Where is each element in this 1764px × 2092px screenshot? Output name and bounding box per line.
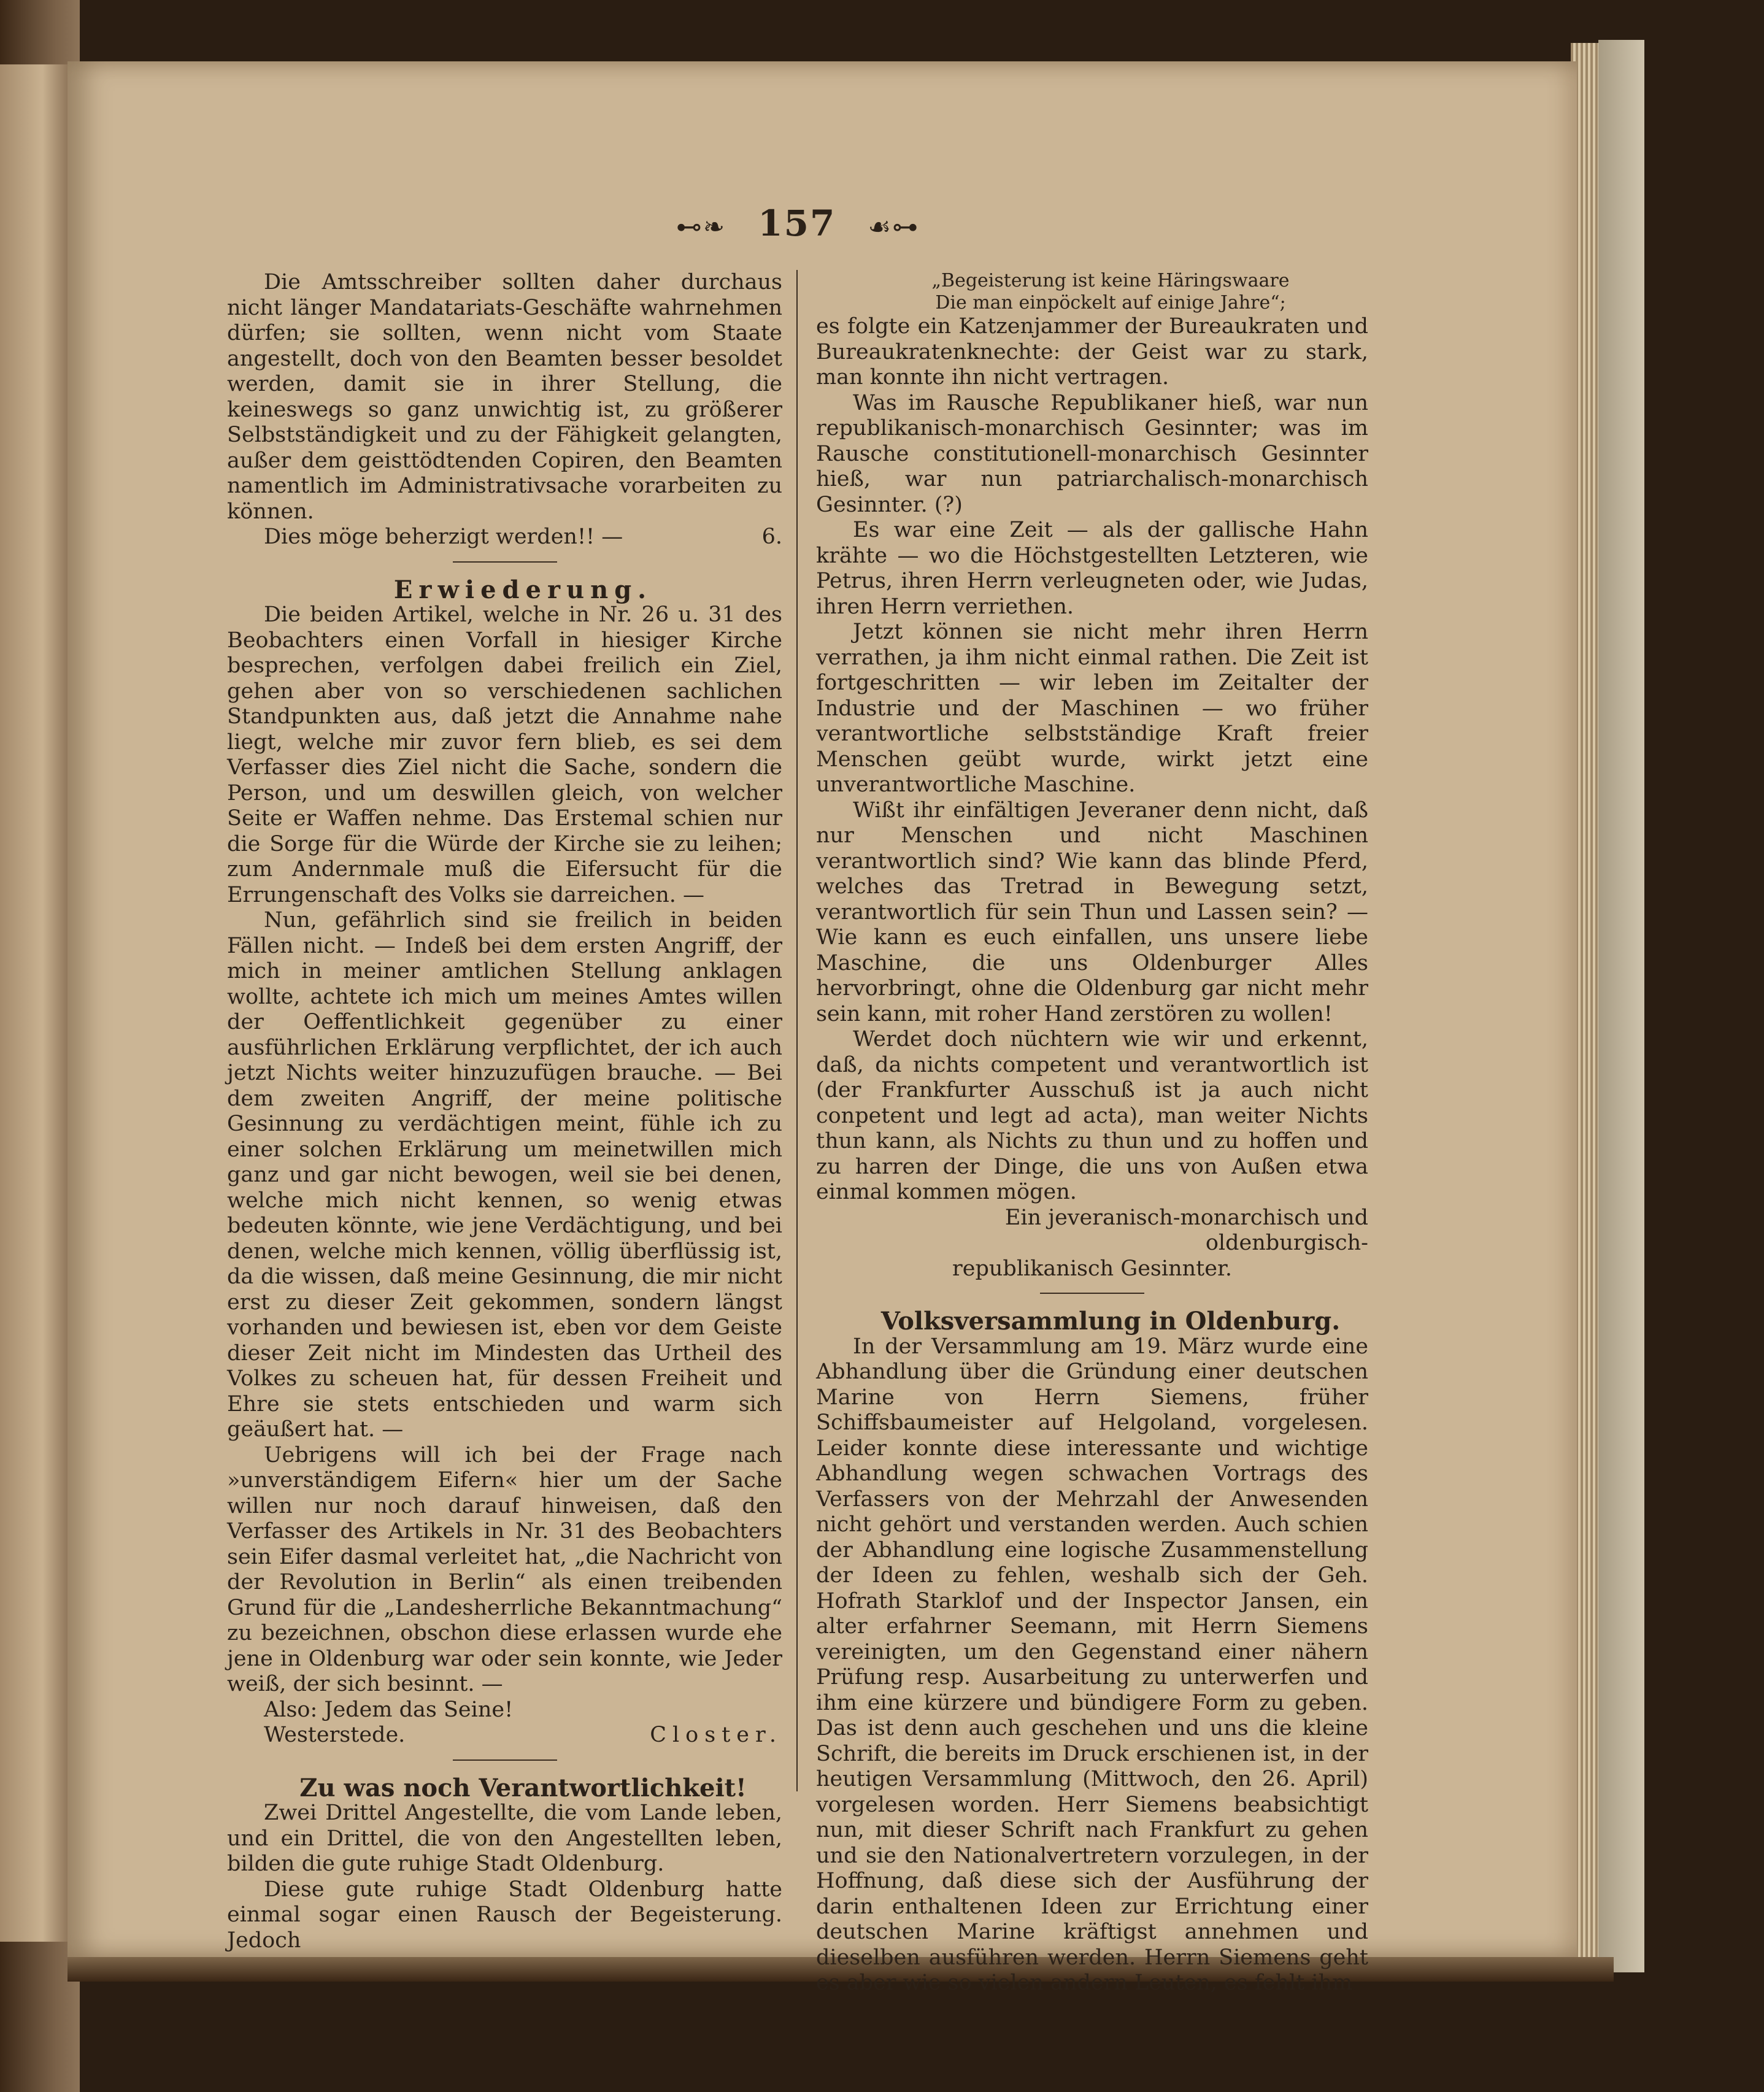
facing-page-edge bbox=[0, 64, 71, 1942]
right-column bbox=[816, 270, 1368, 1996]
section-rule bbox=[453, 1759, 557, 1761]
article-heading-volksversammlung: Volksversammlung in Oldenburg. bbox=[880, 1307, 1341, 1336]
author-signature: Closter. bbox=[650, 1723, 782, 1747]
article-heading-verantwortlichkeit: Zu was noch Verantwortlichkeit! bbox=[299, 1773, 747, 1802]
column-divider bbox=[796, 270, 798, 1791]
paragraph: Zwei Drittel Angestellte, die vom Lande leben, und ein Drittel, die von den Angestellten leben, bilden die gute ruhige Stadt Oldenburg. bbox=[227, 1801, 782, 1876]
ornament-left-icon: ⊷❧ bbox=[676, 211, 726, 242]
paragraph: es folgte ein Katzenjammer der Bureaukraten und Bureaukratenknechte: der Geist war zu stark, man konnte ihn nicht vertragen. bbox=[816, 314, 1368, 390]
closing-line bbox=[227, 525, 782, 550]
paragraph: Diese gute ruhige Stadt Oldenburg hatte einmal sogar einen Rausch der Begeisterung. Jedoch bbox=[227, 1877, 782, 1953]
paragraph: Jetzt können sie nicht mehr ihren Herrn verrathen, ja ihm nicht einmal rathen. Die Zeit ist fortgeschritten — wir leben im Zeitalter der Industrie und der Maschinen — wo früher verantwortliche selbstständige Kraft freier Menschen geübt wurde, wirkt jetzt eine unverantwortliche Maschine. bbox=[816, 620, 1368, 797]
paragraph: Wißt ihr einfältigen Jeveraner denn nicht, daß nur Menschen und nicht Maschinen verantwortlich sind? Wie kann das blinde Pferd, welches das Tretrad in Bewegung setzt, verantwortlich für sein Thun und Lassen sein? — Wie kann es euch einfallen, uns unsere liebe Maschine, die uns Oldenburger Alles hervorbringt, ohne die Oldenburg gar nicht mehr sein kann, mit roher Hand zerstören zu wollen! bbox=[816, 798, 1368, 1026]
paragraph: Nun, gefährlich sind sie freilich in beiden Fällen nicht. — Indeß bei dem ersten Angriff, der mich in meiner amtlichen Stellung anklagen wollte, achtete ich mich um meines Amtes willen der Oeffentlichkeit gegenüber zu einer ausführlichen Erklärung verpflichtet, der ich auch jetzt Nichts weiter hinzuzufügen brauche. — Bei dem zweiten Angriff, der meine politische Gesinnung zu verdächtigen meint, fühle ich zu einer solchen Erklärung um meinetwillen mich ganz und gar nicht bewogen, weil sie bei denen, welche mich nicht kennen, so wenig etwas bedeuten könnte, wie jene Verdächtigung, und bei denen, welche mich kennen, völlig überflüssig ist, da die wissen, daß meine Gesinnung, die mir nicht erst zu dieser Zeit gekommen, sondern längst vorhanden und bewiesen ist, eben vor dem Geiste dieser Zeit nicht im Mindesten das Urtheil des Volkes zu scheuen hat, für dessen Freiheit und Ehre sie stets entschieden und warm sich geäußert hat. — bbox=[227, 908, 782, 1442]
closing-text: Dies möge beherzigt werden!! — bbox=[264, 525, 623, 549]
left-column bbox=[227, 270, 782, 1953]
section-rule bbox=[1040, 1293, 1144, 1294]
book-cover-board bbox=[1598, 40, 1644, 1972]
signature-line bbox=[227, 1723, 782, 1748]
ornament-right-icon: ☙⊶ bbox=[868, 211, 920, 242]
paragraph: Die beiden Artikel, welche in Nr. 26 u. 31 des Beobachters einen Vorfall in hiesiger Kirche besprechen, verfolgen dabei freilich ein Ziel, gehen aber von so verschiedenen sachlichen Standpunkten aus, daß jetzt die Annahme nahe liegt, welche mir zuvor fern blieb, es sei dem Verfasser dies Ziel nicht die Sache, sondern die Person, und um deswillen gleich, von welcher Seite er Waffen nehme. Das Erstemal schien nur die Sorge für die Würde der Kirche sie zu leihen; zum Andernmale muß die Eifersucht für die Errungenschaft des Volks sie darreichen. — bbox=[227, 602, 782, 907]
author-signature: 6. bbox=[761, 525, 782, 549]
paragraph: Also: Jedem das Seine! bbox=[264, 1697, 514, 1722]
signature-line: republikanisch Gesinnter. bbox=[952, 1256, 1232, 1281]
page-number: 157 bbox=[758, 202, 836, 244]
place-name: Westerstede. bbox=[264, 1723, 406, 1747]
verse-line: „Begeisterung ist keine Häringswaare bbox=[931, 270, 1290, 291]
paragraph: Was im Rausche Republikaner hieß, war nun republikanisch-monarchisch Gesinnter; was im Rausche constitutionell-monarchisch Gesinnter hieß, war nun patriarchalisch-monarchisch Gesinnter. (?) bbox=[816, 390, 1368, 517]
paragraph: Uebrigens will ich bei der Frage nach »unverständigem Eifern« hier um der Sache willen nur noch darauf hinweisen, daß den Verfasser des Artikels in Nr. 31 des Beobachters sein Eifer dasmal verleitet hat, „die Nachricht von der Revolution in Berlin“ als einen treibenden Grund für die „Landesherrliche Bekanntmachung“ zu bezeichnen, obschon diese erlassen wurde ehe jene in Oldenburg war oder sein konnte, wie Jeder weiß, der sich besinnt. — bbox=[227, 1442, 782, 1696]
signature-line: Ein jeveranisch-monarchisch und oldenburgisch- bbox=[1004, 1205, 1368, 1255]
section-rule bbox=[453, 561, 557, 563]
article-heading-erwiederung: Erwiederung. bbox=[393, 575, 653, 604]
verse-line: Die man einpöckelt auf einige Jahre“; bbox=[935, 292, 1286, 313]
paragraph: Die Amtsschreiber sollten daher durchaus nicht länger Mandatariats-Geschäfte wahrnehmen dürfen; sie sollten, wenn nicht vom Staate angestellt, doch von den Beamten besser besoldet werden, damit sie in ihrer Stellung, die keineswegs so ganz unwichtig ist, zu größerer Selbstständigkeit und zu der Fähigkeit gelangten, außer dem geisttödtenden Copiren, den Beamten namentlich im Administrativsache vorarbeiten zu können. bbox=[227, 270, 782, 524]
page-header bbox=[638, 202, 957, 244]
paragraph: Werdet doch nüchtern wie wir und erkennt, daß, da nichts competent und verantwortlich ist (der Frankfurter Ausschuß ist ja auch nicht conpetent und legt ad acta), man weiter Nichts thun kann, als Nichts zu thun und zu hoffen und zu harren der Dinge, die uns von Außen etwa einmal kommen mögen. bbox=[816, 1027, 1368, 1204]
paragraph: Es war eine Zeit — als der gallische Hahn krähte — wo die Höchstgestellten Letzteren, wie Petrus, ihren Herrn verleugneten oder, wie Judas, ihren Herrn verriethen. bbox=[816, 518, 1368, 619]
paragraph: In der Versammlung am 19. März wurde eine Abhandlung über die Gründung einer deutschen Marine von Herrn Siemens, früher Schiffsbaumeister auf Helgoland, vorgelesen. Leider konnte diese interessante und wichtige Abhandlung wegen schwachen Vortrags des Verfassers von der Mehrzahl der Anwesenden nicht gehört und verstanden werden. Auch schien der Abhandlung eine logische Zusammenstellung der Ideen zu fehlen, weshalb sich der Geh. Hofrath Starklof und der Inspector Jansen, ein alter erfahrner Seemann, mit Herrn Siemens vereinigten, um den Gegenstand einer nähern Prüfung resp. Ausarbeitung zu unterwerfen und ihm eine kürzere und bündigere Form zu geben. Das ist denn auch geschehen und uns die kleine Schrift, die bereits im Druck erschienen ist, in der heutigen Versammlung (Mittwoch, den 26. April) vorgelesen worden. Herr Siemens beabsichtigt nun, mit dieser Schrift nach Frankfurt zu gehen und sie den Nationalvertretern vorzulegen, in der Hoffnung, daß diese sich der Ausführung der darin enthaltenen Ideen zur Errichtung einer deutschen Marine kräftigst annehmen und dieselben ausführen werden. Herrn Siemens geht es aber wie so vielen andern Leuten, es fehlt ihm bbox=[816, 1334, 1368, 1995]
